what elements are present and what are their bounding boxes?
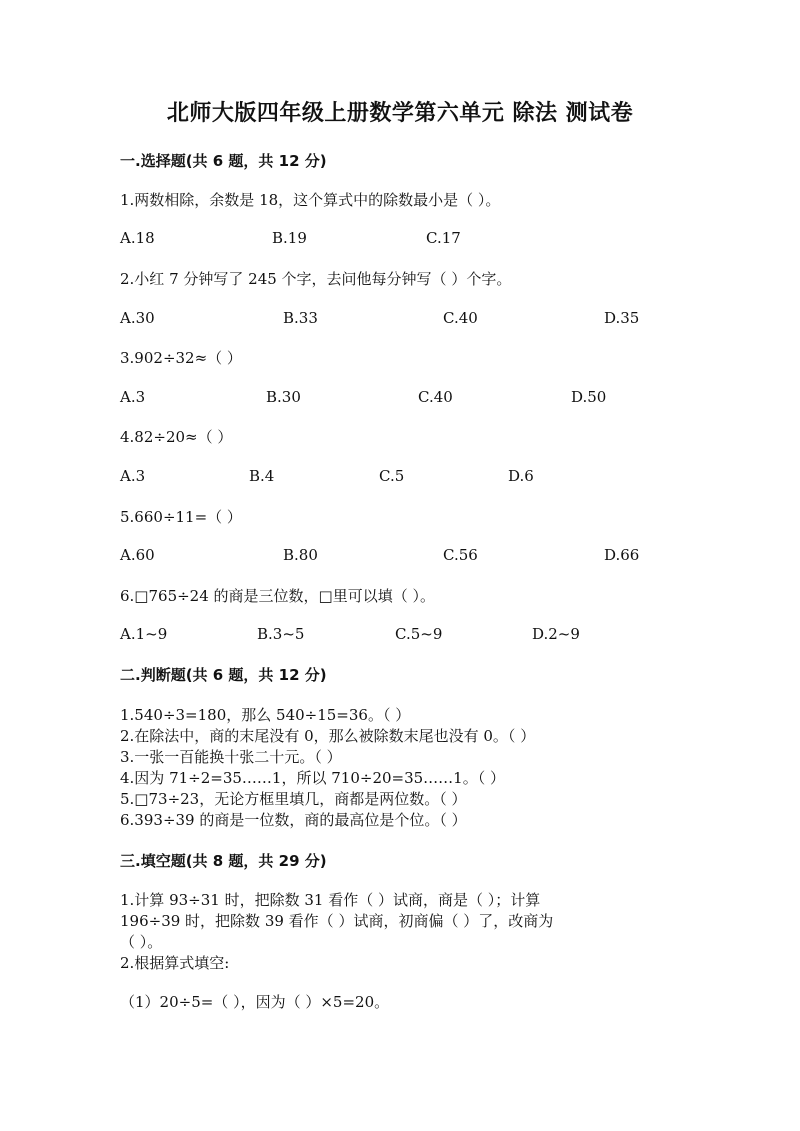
section-heading-fill: 三.填空题(共 8 题，共 29 分)	[120, 852, 327, 870]
question-text: 3.902÷32≈（ ）	[120, 349, 242, 367]
option-b: B.80	[283, 546, 318, 564]
fill-question-line: 2.根据算式填空:	[120, 954, 230, 972]
option-d: D.66	[604, 546, 640, 564]
option-d: D.50	[571, 388, 607, 406]
option-row	[120, 467, 720, 487]
question-text: 1.两数相除，余数是 18，这个算式中的除数最小是（ ）。	[120, 191, 501, 209]
option-row	[120, 546, 720, 566]
option-c: C.17	[426, 229, 461, 247]
judgment-item: 4.因为 71÷2=35……1，所以 710÷20=35……1。（ ）	[120, 769, 505, 787]
option-b: B.19	[272, 229, 307, 247]
option-b: B.4	[249, 467, 275, 485]
option-d: D.2~9	[532, 625, 580, 643]
option-a: A.18	[120, 229, 155, 247]
option-row	[120, 625, 720, 645]
question-text: 5.660÷11=（ ）	[120, 508, 242, 526]
option-c: C.5~9	[395, 625, 443, 643]
judgment-item: 1.540÷3=180，那么 540÷15=36。（ ）	[120, 706, 411, 724]
fill-question-line: （ ）。	[120, 933, 163, 951]
option-c: C.40	[418, 388, 453, 406]
option-b: B.3~5	[257, 625, 305, 643]
fill-question-line: 196÷39 时，把除数 39 看作（ ）试商，初商偏（ ）了，改商为	[120, 912, 554, 930]
option-row	[120, 229, 720, 249]
question-text: 4.82÷20≈（ ）	[120, 428, 233, 446]
option-c: C.5	[379, 467, 405, 485]
option-a: A.3	[120, 467, 146, 485]
page-title: 北师大版四年级上册数学第六单元 除法 测试卷	[166, 101, 634, 126]
judgment-item: 2.在除法中，商的末尾没有 0，那么被除数末尾也没有 0。（ ）	[120, 727, 536, 745]
option-a: A.30	[120, 309, 155, 327]
option-b: B.33	[283, 309, 318, 327]
fill-subquestion: （1）20÷5=（ ），因为（ ）×5=20。	[120, 993, 390, 1011]
question-text: 6.□765÷24 的商是三位数，□里可以填（ ）。	[120, 587, 435, 605]
option-d: D.6	[508, 467, 534, 485]
option-a: A.1~9	[120, 625, 168, 643]
fill-question-line: 1.计算 93÷31 时，把除数 31 看作（ ）试商，商是（ ）；计算	[120, 891, 541, 909]
option-row	[120, 388, 720, 408]
section-heading-judgment: 二.判断题(共 6 题，共 12 分)	[120, 666, 327, 684]
option-d: D.35	[604, 309, 640, 327]
judgment-item: 6.393÷39 的商是一位数，商的最高位是个位。（ ）	[120, 811, 467, 829]
option-row	[120, 309, 720, 329]
option-c: C.56	[443, 546, 478, 564]
option-a: A.60	[120, 546, 155, 564]
judgment-item: 5.□73÷23，无论方框里填几，商都是两位数。（ ）	[120, 790, 467, 808]
option-b: B.30	[266, 388, 301, 406]
judgment-item: 3.一张一百能换十张二十元。（ ）	[120, 748, 342, 766]
option-a: A.3	[120, 388, 146, 406]
option-c: C.40	[443, 309, 478, 327]
section-heading-choice: 一.选择题(共 6 题，共 12 分)	[120, 152, 327, 170]
question-text: 2.小红 7 分钟写了 245 个字，去问他每分钟写（ ）个字。	[120, 270, 512, 288]
